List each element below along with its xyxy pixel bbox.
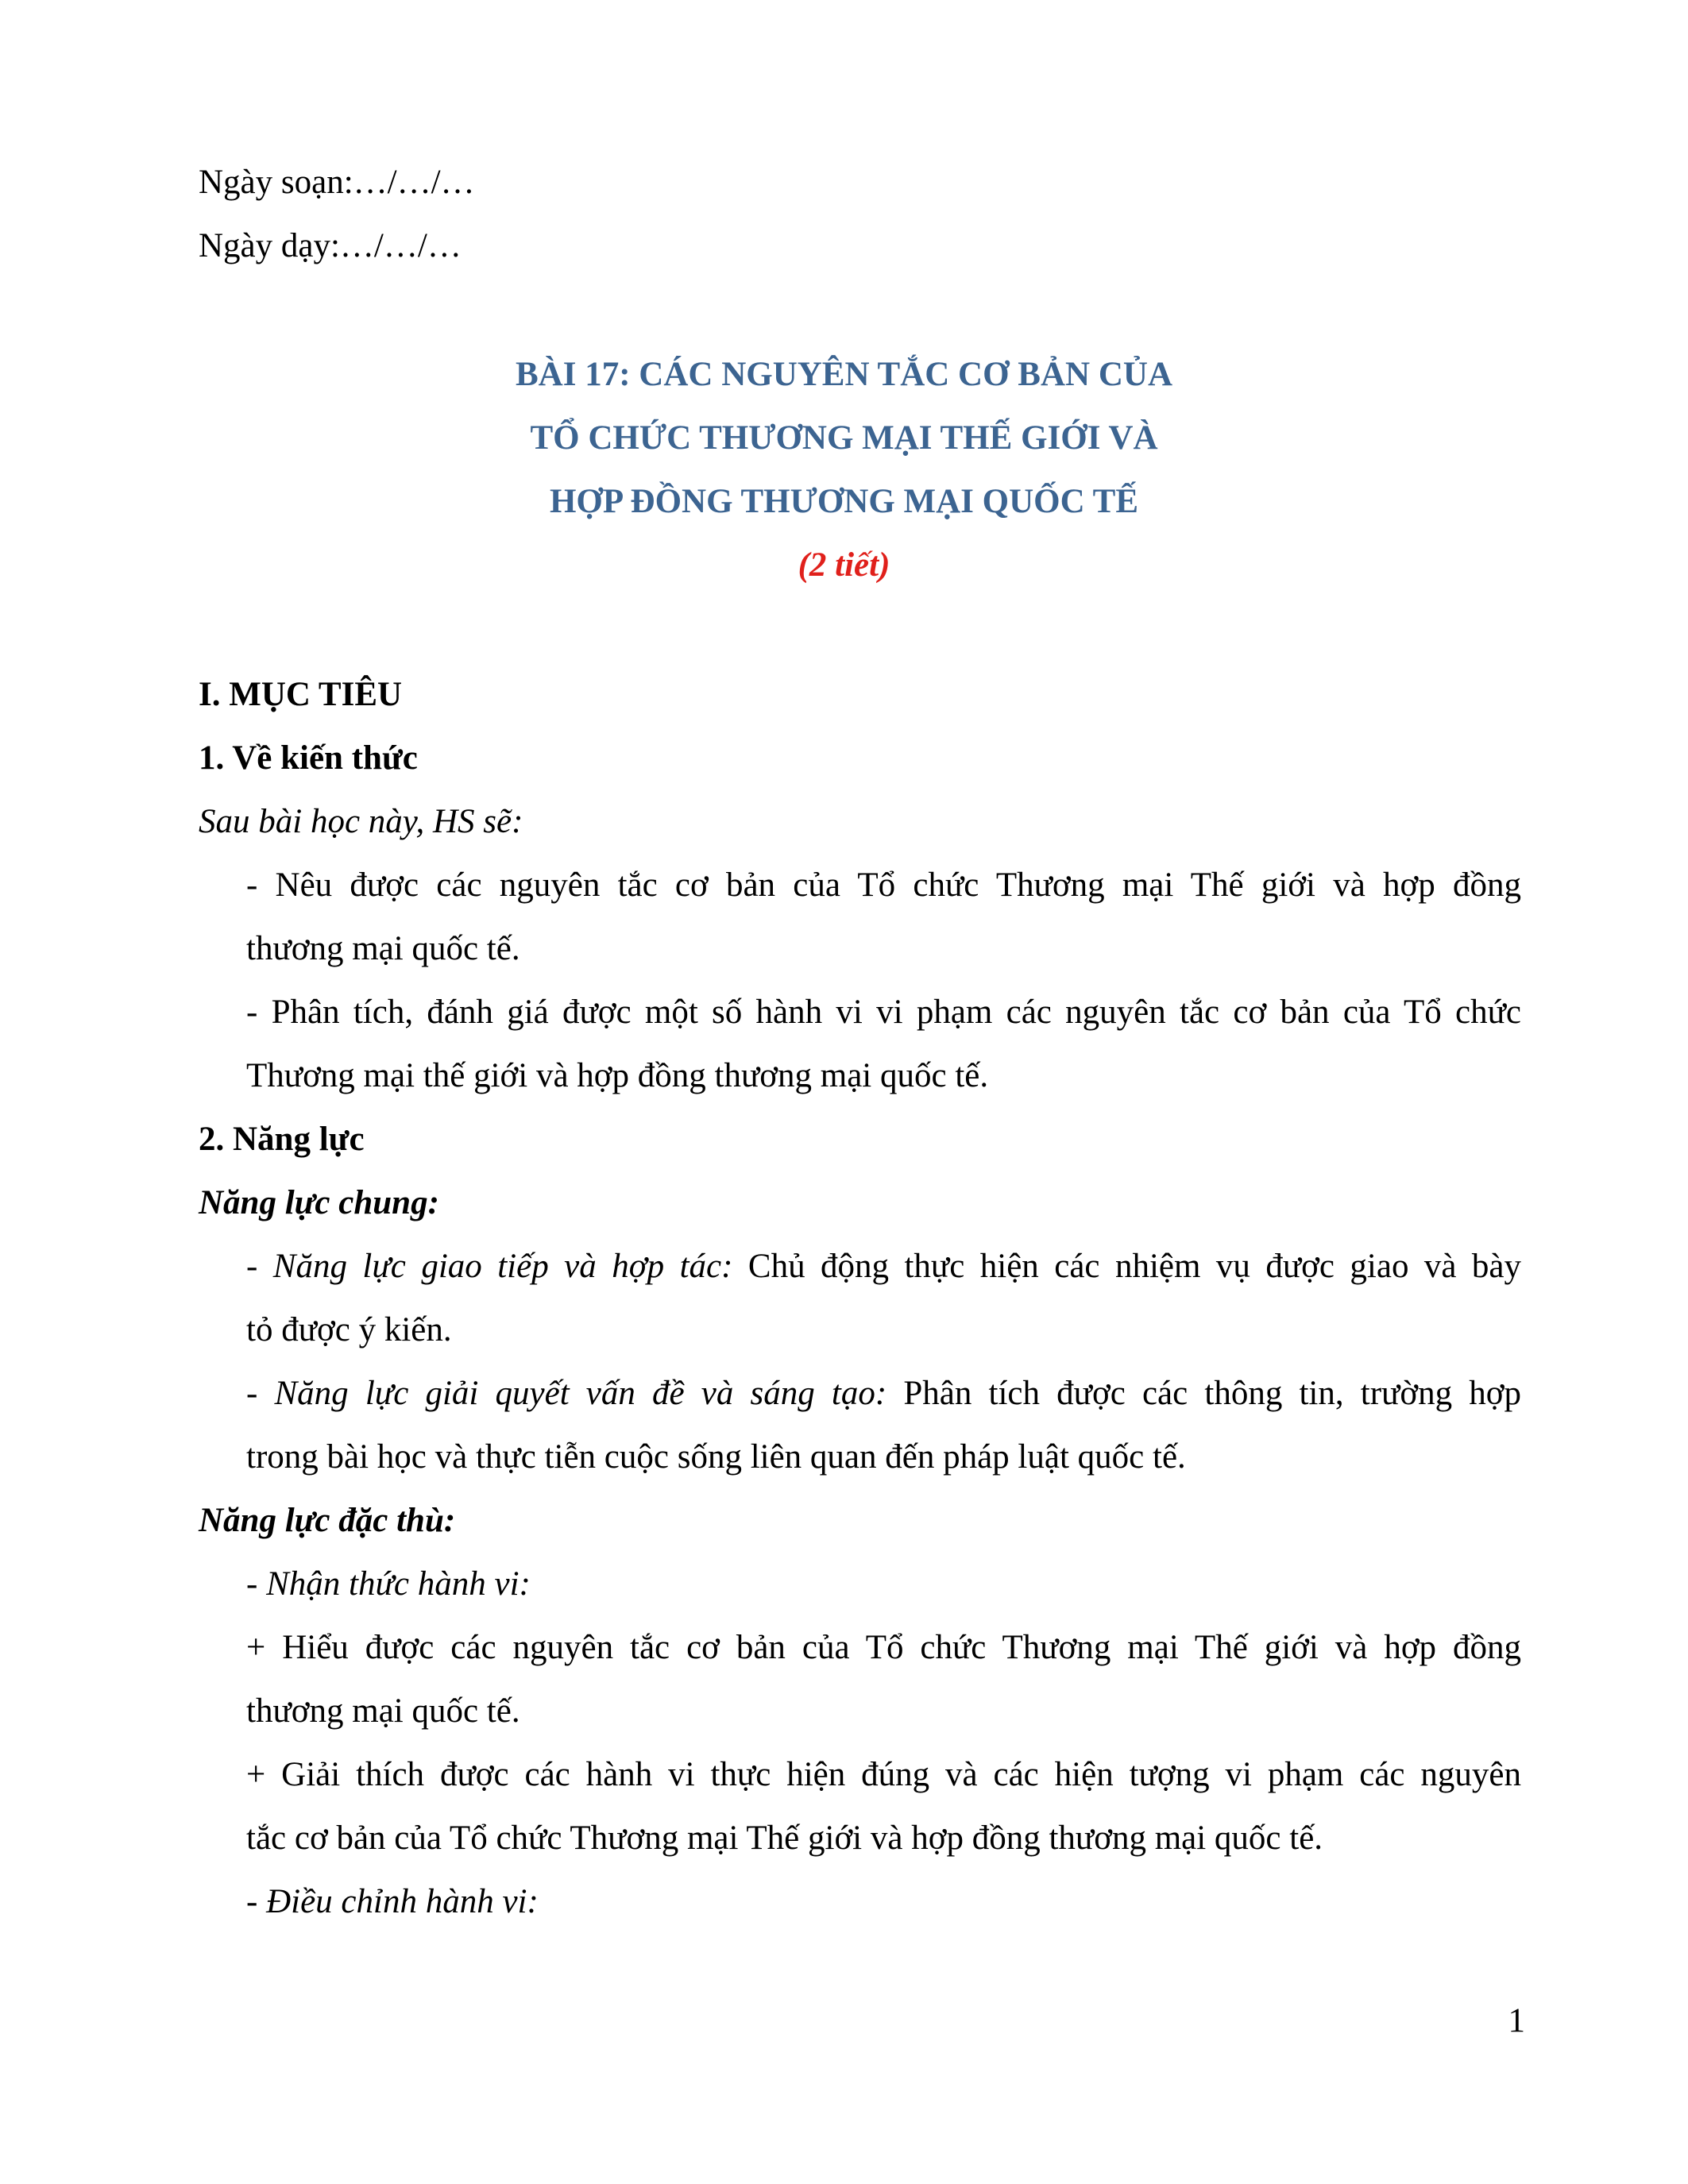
ngay-day: Ngày dạy:…/…/… [199, 227, 462, 264]
bullet-1-line-1: - Nêu được các nguyên tắc cơ bản của Tổ chức Thương mại Thế giới và hợp đồng [246, 866, 1521, 904]
page-number: 1 [1508, 2002, 1525, 2039]
nlc-2-text: Phân tích được các thông tin, trường hợp [903, 1375, 1521, 1412]
lesson-duration: (2 tiết) [798, 546, 890, 584]
nlc-1-line-1 [246, 1247, 1521, 1287]
subheading-kien-thuc: 1. Về kiến thức [199, 739, 418, 777]
nhan-thuc-label: Nhận thức hành vi: [266, 1565, 531, 1603]
lesson-title-line-1: BÀI 17: CÁC NGUYÊN TẮC CƠ BẢN CỦA [516, 356, 1172, 393]
dieu-chinh-line [246, 1882, 539, 1922]
bullet-2-line-2: Thương mại thế giới và hợp đồng thương mại quốc tế. [246, 1057, 989, 1094]
dieu-chinh-dash: - [246, 1883, 267, 1920]
nlc-2-line-1 [246, 1374, 1521, 1414]
ngay-soan: Ngày soạn:…/…/… [199, 164, 475, 201]
plus-2-line-2: tắc cơ bản của Tổ chức Thương mại Thế giới và hợp đồng thương mại quốc tế. [246, 1819, 1323, 1857]
plus-1-line-1: + Hiểu được các nguyên tắc cơ bản của Tổ chức Thương mại Thế giới và hợp đồng [246, 1629, 1521, 1666]
nlc-2-label: Năng lực giải quyết vấn đề và sáng tạo: [274, 1375, 887, 1412]
nlc-2-line-2: trong bài học và thực tiễn cuộc sống liên quan đến pháp luật quốc tế. [246, 1438, 1186, 1476]
plus-2-line-1: + Giải thích được các hành vi thực hiện đúng và các hiện tượng vi phạm các nguyên [246, 1756, 1521, 1793]
lesson-title-line-2: TỔ CHỨC THƯƠNG MẠI THẾ GIỚI VÀ [530, 419, 1158, 457]
section-heading-muc-tieu: I. MỤC TIÊU [199, 676, 403, 713]
bullet-1-line-2: thương mại quốc tế. [246, 930, 520, 967]
nang-luc-chung-heading: Năng lực chung: [199, 1184, 439, 1221]
nhan-thuc-dash: - [246, 1565, 267, 1603]
nlc-1-label: Năng lực giao tiếp và hợp tác: [272, 1248, 733, 1285]
nlc-1-text: Chủ động thực hiện các nhiệm vụ được giao và bày [747, 1248, 1522, 1285]
nhan-thuc-line [246, 1565, 531, 1604]
bullet-2-line-1: - Phân tích, đánh giá được một số hành vi vi phạm các nguyên tắc cơ bản của Tổ chức [246, 994, 1521, 1031]
plus-1-line-2: thương mại quốc tế. [246, 1692, 520, 1730]
lesson-title-line-3: HỢP ĐỒNG THƯƠNG MẠI QUỐC TẾ [549, 483, 1138, 520]
dieu-chinh-label: Điều chỉnh hành vi: [266, 1883, 539, 1920]
nlc-1-line-2: tỏ được ý kiến. [246, 1311, 452, 1349]
nlc-2-dash: - [246, 1375, 275, 1412]
intro-text: Sau bài học này, HS sẽ: [199, 803, 523, 840]
nang-luc-dac-thu-heading: Năng lực đặc thù: [199, 1502, 456, 1539]
subheading-nang-luc: 2. Năng lực [199, 1121, 365, 1158]
nlc-1-dash: - [246, 1248, 273, 1285]
